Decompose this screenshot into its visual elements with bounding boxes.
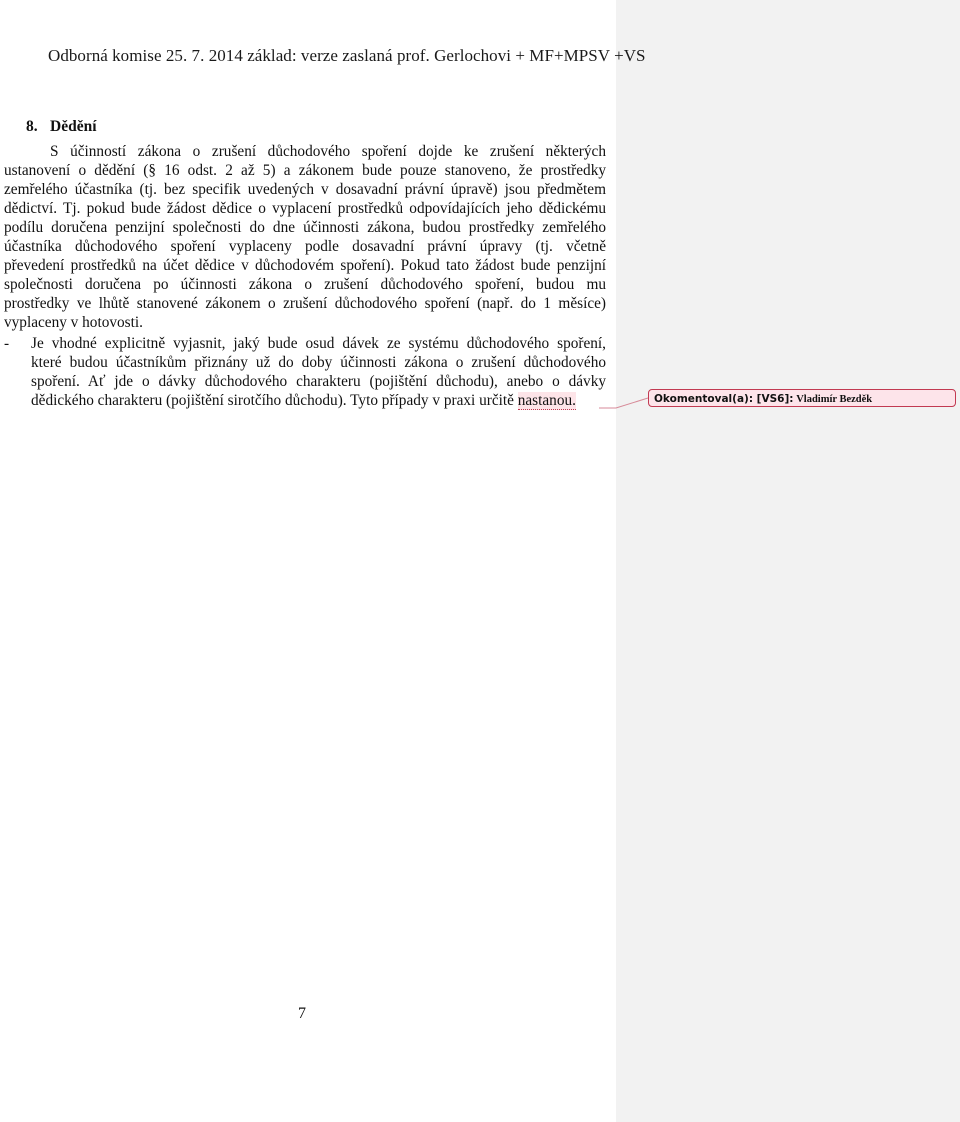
paragraph-line: ustanovení o dědění (§ 16 odst. 2 až 5) a zákonem bude pouze stanoveno, že prostředky bbox=[4, 162, 606, 179]
bullet-line: Je vhodné explicitně vyjasnit, jaký bude osud dávek ze systému důchodového spoření, bbox=[31, 335, 606, 352]
bullet-line: které budou účastníkům přiznány už do doby účinnosti zákona o zrušení důchodového bbox=[31, 354, 606, 371]
comment-anchor-text[interactable]: nastanou. bbox=[517, 392, 576, 409]
page-number: 7 bbox=[298, 1005, 306, 1022]
comment-balloon[interactable] bbox=[648, 389, 956, 407]
paragraph-line: převedení prostředků na účet dědice v důchodovém spoření). Pokud tato žádost bude penzijní bbox=[4, 257, 606, 274]
paragraph-line: účastníka důchodového spoření vyplaceny podle dosavadní právní úpravy (tj. včetně bbox=[4, 238, 606, 255]
comment-margin-pane bbox=[616, 0, 960, 1122]
paragraph-line: dědictví. Tj. pokud bude žádost dědice o vyplacení prostředků odpovídajících jeho dědickému bbox=[4, 200, 606, 217]
paragraph-line: vyplaceny v hotovosti. bbox=[4, 314, 143, 331]
paragraph-line: podílu doručena penzijní společnosti do dne účinnosti zákona, budou prostředky zemřelého bbox=[4, 219, 606, 236]
paragraph-line: zemřelého účastníka (tj. bez specifik uvedených v dosavadní právní úpravě) jsou předmětem bbox=[4, 181, 606, 198]
comment-author: Vladimír Bezděk bbox=[796, 394, 873, 405]
paragraph-line: S účinností zákona o zrušení důchodového spoření dojde ke zrušení některých bbox=[50, 143, 606, 160]
paragraph-line: společnosti doručena po účinnosti zákona o zrušení důchodového spoření, budou mu bbox=[4, 276, 606, 293]
section-title: Dědění bbox=[50, 118, 97, 135]
bullet-line bbox=[31, 391, 606, 410]
comment-label: Okomentoval(a): [VS6]: bbox=[654, 393, 794, 405]
bullet-marker: - bbox=[4, 335, 10, 352]
paragraph-line: prostředky ve lhůtě stanovené zákonem o zrušení důchodového spoření (např. do 1 měsíce) bbox=[4, 295, 606, 312]
document-header: Odborná komise 25. 7. 2014 základ: verze zaslaná prof. Gerlochovi + MF+MPSV +VS bbox=[48, 46, 646, 65]
section-number: 8. bbox=[26, 118, 38, 135]
bullet-line: spoření. Ať jde o dávky důchodového charakteru (pojištění důchodu), anebo o dávky bbox=[31, 373, 606, 390]
section-heading bbox=[26, 118, 97, 136]
bullet-line-text: dědického charakteru (pojištění sirotčího důchodu). Tyto případy v praxi určitě bbox=[31, 392, 518, 409]
